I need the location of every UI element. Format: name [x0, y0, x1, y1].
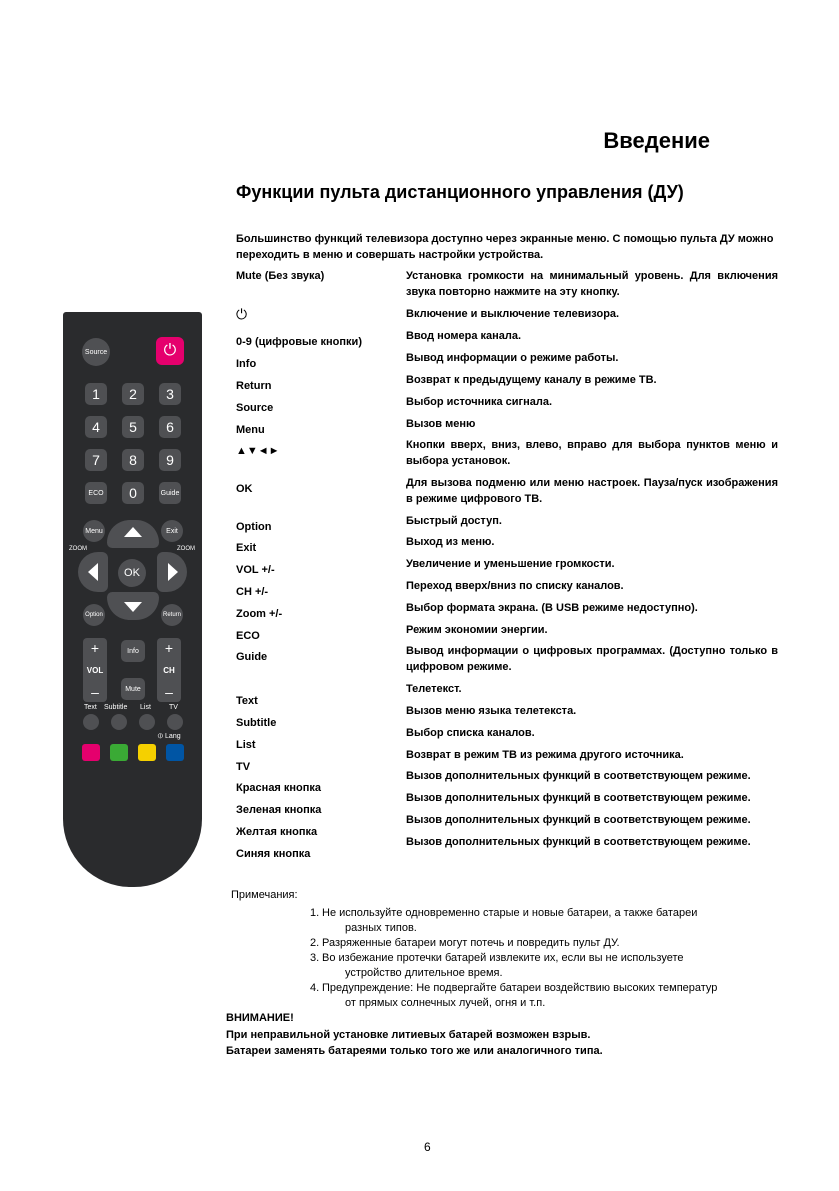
note-text: Во избежание протечки батарей извлеките их, если вы не используете	[322, 952, 684, 964]
page-heading: Функции пульта дистанционного управления (ДУ)	[236, 182, 684, 202]
green-button	[110, 744, 128, 761]
function-label: List	[236, 739, 256, 751]
vol-rocker	[83, 638, 107, 702]
lang-label: ⦶ Lang	[158, 733, 181, 740]
list-label: List	[140, 704, 151, 711]
power-icon: ⏻	[236, 306, 248, 322]
function-desc: Режим экономии энергии.	[406, 624, 548, 636]
exit-button: Exit	[161, 520, 183, 542]
text-button	[83, 714, 99, 730]
warning-title: ВНИМАНИЕ!	[226, 1012, 294, 1024]
warning-line: Батареи заменять батареями только того же или аналогичного типа.	[226, 1045, 603, 1057]
function-label: Желтая кнопка	[236, 826, 318, 838]
mute-button: Mute	[121, 678, 145, 700]
function-label: Zoom +/-	[236, 608, 283, 620]
note-text: Не используйте одновременно старые и новые батареи, а также батареи	[322, 907, 698, 919]
right-arrow-icon	[168, 563, 178, 581]
ok-button: OK	[118, 559, 146, 587]
function-label: VOL +/-	[236, 564, 275, 576]
function-label: Return	[236, 380, 272, 392]
digit-button: 2	[122, 383, 144, 405]
eco-button: ECO	[85, 482, 107, 504]
function-desc: Вызов меню	[406, 418, 476, 430]
function-desc: Телетекст.	[406, 683, 462, 695]
subtitle-button	[111, 714, 127, 730]
notes-title: Примечания:	[231, 889, 298, 901]
function-label: Text	[236, 695, 258, 707]
vol-label: VOL	[86, 665, 104, 675]
function-desc: Вызов дополнительных функций в соответствующем режиме.	[406, 792, 751, 804]
blue-button	[166, 744, 184, 761]
function-label: CH +/-	[236, 586, 269, 598]
subtitle-label: Subtitle	[104, 704, 128, 711]
source-button: Source	[82, 338, 110, 366]
function-desc: Кнопки вверх, вниз, влево, вправо для выбора пунктов меню и выбора установок.	[406, 439, 778, 467]
function-desc: Увеличение и уменьшение громкости.	[406, 558, 615, 570]
function-label: Guide	[236, 651, 268, 663]
function-label: OK	[236, 483, 253, 495]
red-button	[82, 744, 100, 761]
lang-label-text: Lang	[165, 733, 181, 740]
yellow-button	[138, 744, 156, 761]
page-number: 6	[424, 1140, 431, 1154]
note-text: Разряженные батареи могут потечь и повредить пульт ДУ.	[322, 937, 620, 949]
digit-button: 5	[122, 416, 144, 438]
digit-button: 8	[122, 449, 144, 471]
function-desc: Вызов дополнительных функций в соответствующем режиме.	[406, 836, 751, 848]
ch-rocker	[157, 638, 181, 702]
tv-label: TV	[169, 704, 178, 711]
function-desc: Переход вверх/вниз по списку каналов.	[406, 580, 624, 592]
note-number: 3.	[310, 952, 320, 964]
digit-button: 7	[85, 449, 107, 471]
function-desc: Выбор источника сигнала.	[406, 396, 553, 408]
return-button: Return	[161, 604, 183, 626]
vol-minus: –	[91, 684, 99, 700]
function-desc: Возврат к предыдущему каналу в режиме ТВ.	[406, 374, 657, 386]
digit-button: 6	[159, 416, 181, 438]
zoom-right-label: ZOOM	[177, 546, 195, 552]
up-arrow-icon	[124, 527, 142, 537]
power-icon: ⏻	[163, 342, 177, 359]
function-label: Mute (Без звука)	[236, 270, 325, 282]
warning-line: При неправильной установке литиевых батарей возможен взрыв.	[226, 1029, 591, 1041]
function-label: TV	[236, 761, 251, 773]
note-text-cont: разных типов.	[345, 922, 417, 934]
info-button: Info	[121, 640, 145, 662]
note-number: 2.	[310, 937, 320, 949]
option-button: Option	[83, 604, 105, 626]
function-desc: Быстрый доступ.	[406, 515, 502, 527]
tv-button	[167, 714, 183, 730]
zoom-left-label: ZOOM	[69, 546, 87, 552]
digit-button: 4	[85, 416, 107, 438]
function-desc: Ввод номера канала.	[406, 330, 522, 342]
function-label: Option	[236, 521, 272, 533]
down-arrow-icon	[124, 602, 142, 612]
ch-label: CH	[163, 665, 175, 675]
section-title: Введение	[603, 128, 710, 153]
function-label: Subtitle	[236, 717, 277, 729]
function-desc: Включение и выключение телевизора.	[406, 308, 620, 320]
menu-button: Menu	[83, 520, 105, 542]
remote-control-illustration	[63, 312, 202, 887]
vol-plus: +	[90, 640, 100, 656]
left-arrow-icon	[88, 563, 98, 581]
function-desc: Вызов меню языка телетекста.	[406, 705, 577, 717]
list-button	[139, 714, 155, 730]
function-label: Exit	[236, 542, 257, 554]
guide-button: Guide	[159, 482, 181, 504]
function-desc: Выбор списка каналов.	[406, 727, 535, 739]
function-label: Красная кнопка	[236, 782, 322, 794]
function-desc: Вывод информации о режиме работы.	[406, 352, 619, 364]
function-desc: Для вызова подменю или меню настроек. Пауза/пуск изображения в режиме цифрового ТВ.	[406, 477, 778, 505]
ch-plus: +	[164, 640, 174, 656]
note-number: 1.	[310, 907, 320, 919]
digit-button: 3	[159, 383, 181, 405]
function-label: Menu	[236, 424, 265, 436]
digit-button: 0	[122, 482, 144, 504]
text-label: Text	[84, 704, 97, 711]
digit-button: 1	[85, 383, 107, 405]
function-desc: Возврат в режим ТВ из режима другого источника.	[406, 749, 684, 761]
power-button	[156, 337, 184, 365]
function-desc: Выбор формата экрана. (В USB режиме недоступно).	[406, 602, 698, 614]
function-desc: Вызов дополнительных функций в соответствующем режиме.	[406, 814, 751, 826]
note-text-cont: от прямых солнечных лучей, огня и т.п.	[345, 997, 546, 1009]
note-number: 4.	[310, 982, 320, 994]
function-desc: Вызов дополнительных функций в соответствующем режиме.	[406, 770, 751, 782]
note-text-cont: устройство длительное время.	[345, 967, 503, 979]
function-desc: Выход из меню.	[406, 536, 495, 548]
function-label: 0-9 (цифровые кнопки)	[236, 336, 362, 348]
ch-minus: –	[165, 684, 173, 700]
function-label: Зеленая кнопка	[236, 804, 322, 816]
intro-paragraph: Большинство функций телевизора доступно через экранные меню. С помощью пульта ДУ можно переходить в меню и совершать настройки устройства.	[236, 233, 774, 261]
digit-button: 9	[159, 449, 181, 471]
function-desc: Установка громкости на минимальный уровень. Для включения звука повторно нажмите на эту кнопку.	[406, 270, 778, 298]
note-text: Предупреждение: Не подвергайте батареи воздействию высоких температур	[322, 982, 718, 994]
function-label: Source	[236, 402, 274, 414]
arrow-keys-icon: ▲▼◄►	[236, 445, 280, 457]
function-label: Info	[236, 358, 257, 370]
function-label: Синяя кнопка	[236, 848, 311, 860]
function-label: ECO	[236, 630, 260, 642]
function-desc: Вывод информации о цифровых программах. (Доступно только в цифровом режиме.	[406, 645, 778, 673]
